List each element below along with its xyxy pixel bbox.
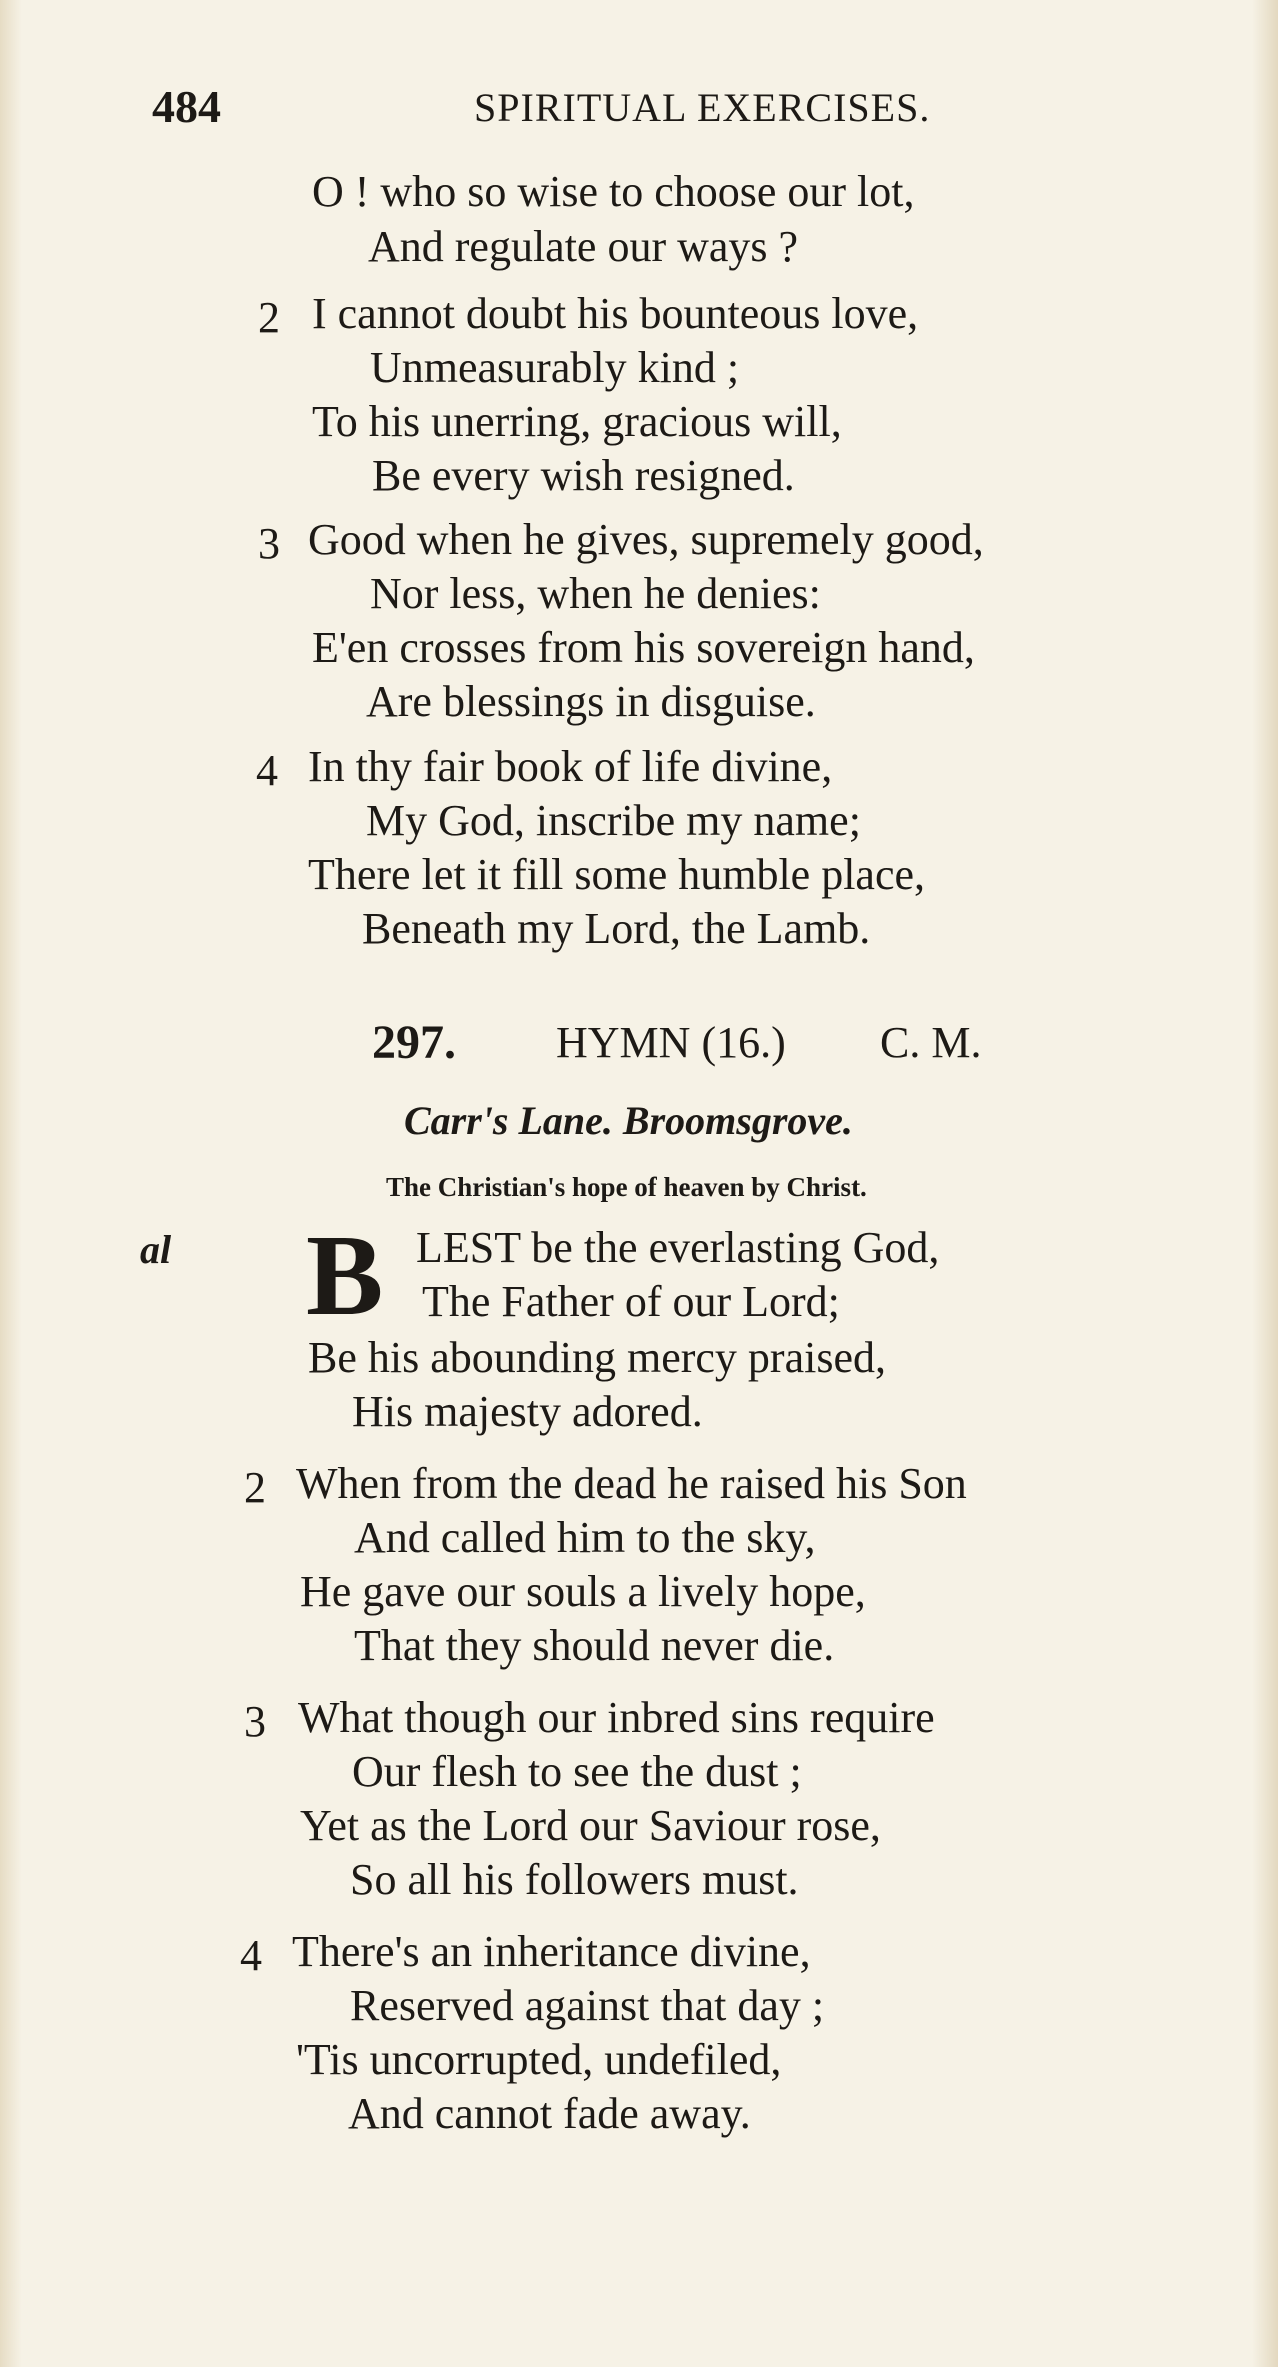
margin-note: al [140,1227,172,1272]
verse-line: Good when he gives, supremely good, [308,515,984,564]
verse-line: What though our inbred sins require [298,1693,935,1742]
hymn-subject: The Christian's hope of heaven by Christ. [386,1172,867,1202]
verse-line: And cannot fade away. [348,2089,751,2138]
page-number: 484 [152,81,221,132]
verse-number: 3 [258,519,280,568]
verse-line: The Father of our Lord; [422,1277,840,1326]
verse-line: O ! who so wise to choose our lot, [312,167,915,216]
verse-number: 2 [258,293,280,342]
verse-line: Be every wish resigned. [372,451,795,500]
verse-line: In thy fair book of life divine, [308,742,833,791]
verse-line: E'en crosses from his sovereign hand, [312,623,975,672]
page-edge-left [0,0,22,2367]
verse-line: Be his abounding mercy praised, [308,1333,886,1382]
verse-line: Our flesh to see the dust ; [352,1747,802,1796]
hymn-label: HYMN (16.) [556,1018,786,1067]
verse-line: Beneath my Lord, the Lamb. [362,904,871,953]
verse-line: My God, inscribe my name; [366,796,861,845]
verse-number: 4 [256,746,278,795]
verse-line: There let it fill some humble place, [308,850,926,899]
page-edge-right [1252,0,1278,2367]
verse-line: And called him to the sky, [354,1513,816,1562]
hymn-meter: C. M. [880,1018,982,1067]
verse-line: Reserved against that day ; [350,1981,825,2030]
verse-line: LEST be the everlasting God, [416,1223,940,1272]
verse-line: Are blessings in disguise. [366,677,816,726]
verse-number: 4 [240,1931,262,1980]
verse-line: There's an inheritance divine, [292,1927,811,1976]
verse-line: Yet as the Lord our Saviour rose, [300,1801,881,1850]
verse-line: That they should never die. [354,1621,835,1670]
verse-line: And regulate our ways ? [368,222,799,271]
verse-line: To his unerring, gracious will, [312,397,842,446]
verse-line: He gave our souls a lively hope, [300,1567,866,1616]
verse-line: I cannot doubt his bounteous love, [312,289,919,338]
verse-number: 2 [244,1463,266,1512]
verse-line: 'Tis uncorrupted, undefiled, [296,2035,782,2084]
verse-number: 3 [244,1697,266,1746]
verse-line: So all his followers must. [350,1855,799,1904]
tune-names: Carr's Lane. Broomsgrove. [404,1098,853,1143]
verse-line: Nor less, when he denies: [370,569,821,618]
verse-line: When from the dead he raised his Son [296,1459,967,1508]
running-title: SPIRITUAL EXERCISES. [474,85,931,130]
verse-line: Unmeasurably kind ; [370,343,740,392]
drop-cap: B [306,1212,384,1340]
hymn-number: 297. [372,1016,456,1069]
verse-line: His majesty adored. [352,1387,703,1436]
